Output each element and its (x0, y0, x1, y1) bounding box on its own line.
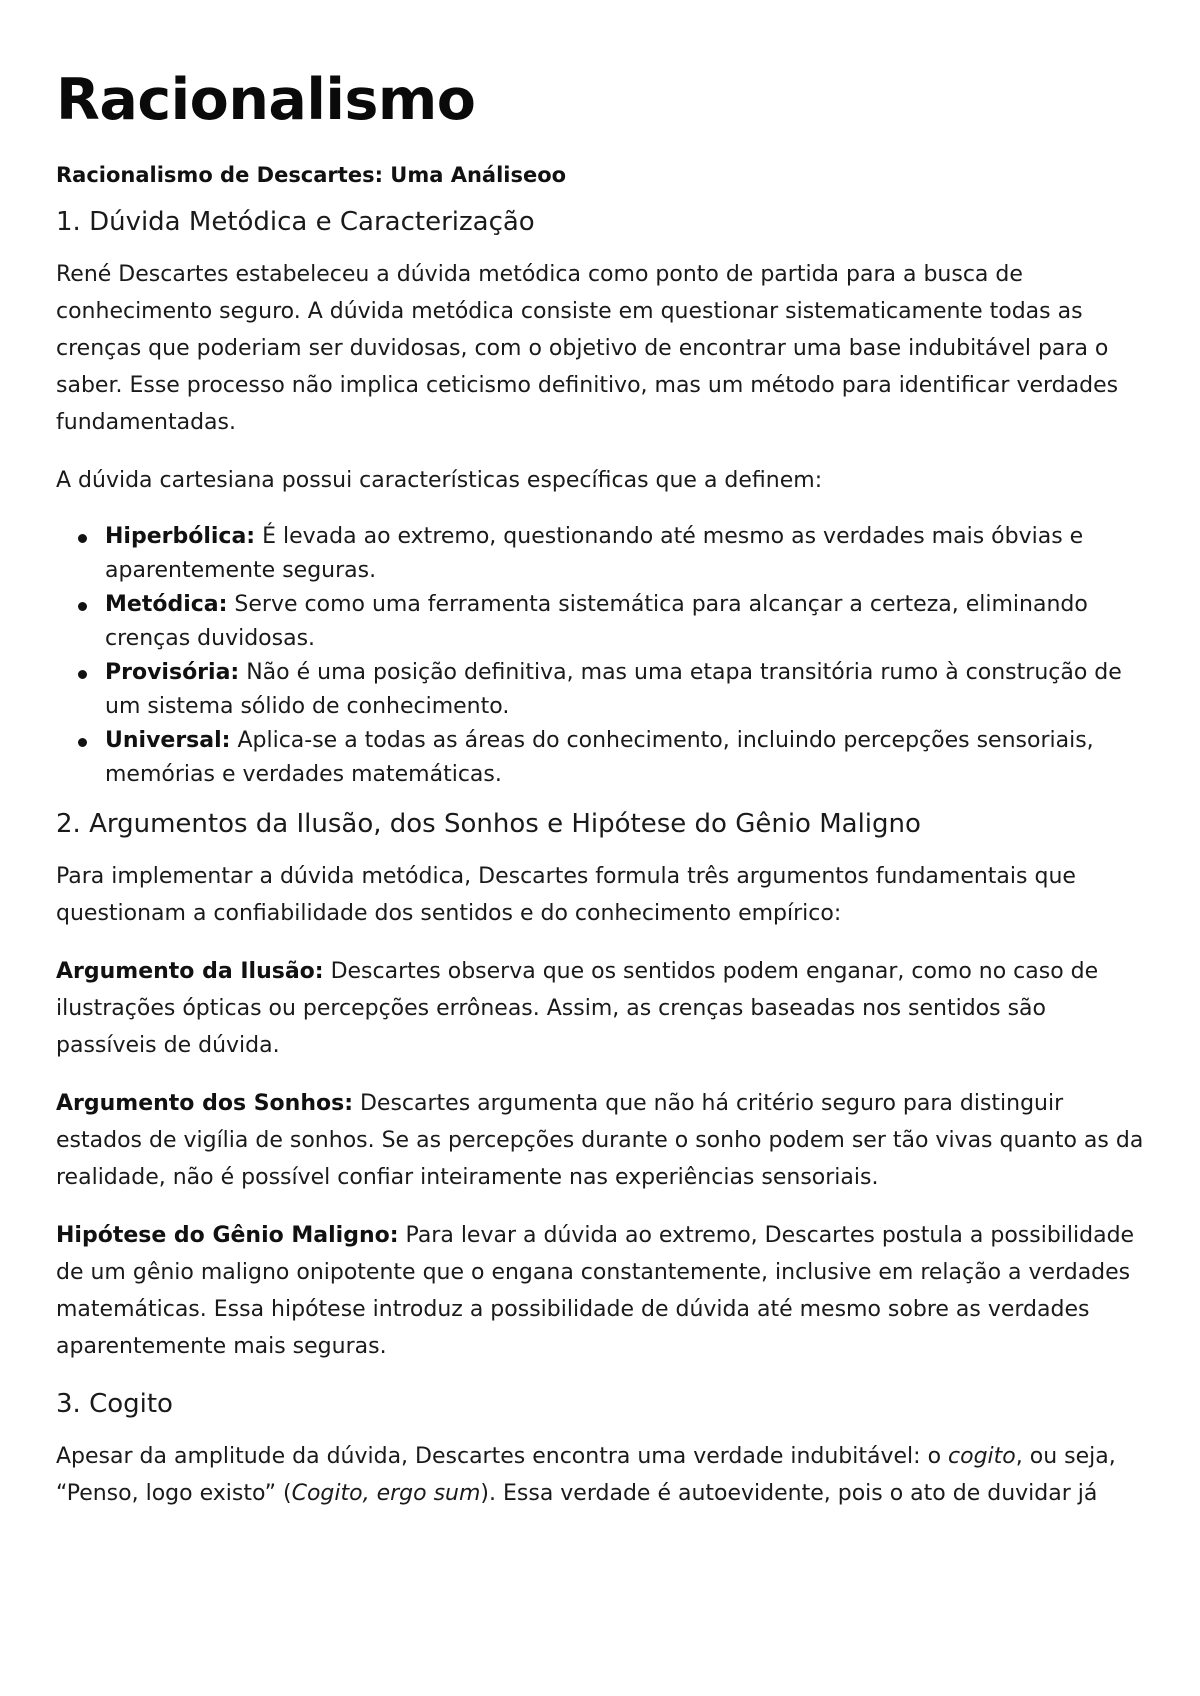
list-item-hiperbolica (56, 520, 1144, 588)
list-item-universal (56, 724, 1144, 792)
bullet-icon (78, 602, 87, 611)
argument-term: Hipótese do Gênio Maligno: (56, 1223, 399, 1248)
section-1-paragraph-1: René Descartes estabeleceu a dúvida metódica como ponto de partida para a busca de conhecimento seguro. A dúvida metódica consiste em questionar sistematicamente todas as crenças que poderiam ser duvidosas, com o objetivo de encontrar uma base indubitável para o saber. Esse processo não implica ceticismo definitivo, mas um método para identificar verdades fundamentadas. (56, 262, 1119, 435)
bullet-icon (78, 738, 87, 747)
cogito-text-b: , ou seja, “Penso, logo existo” ( (56, 1444, 1116, 1506)
argument-text: Para levar a dúvida ao extremo, Descartes postula a possibilidade de um gênio maligno onipotente que o engana constantemente, inclusive em relação a verdades matemáticas. Essa hipótese introduz a possibilidade de dúvida até mesmo sobre as verdades aparentemente mais seguras. (56, 1223, 1135, 1359)
document-subtitle: Racionalismo de Descartes: Uma Análiseoo (56, 163, 567, 187)
cogito-text-a: Apesar da amplitude da dúvida, Descartes encontra uma verdade indubitável: o (56, 1444, 949, 1469)
argument-term: Argumento dos Sonhos: (56, 1091, 353, 1116)
list-item-term: Universal: (105, 728, 231, 753)
cogito-text-c: ). Essa verdade é autoevidente, pois o ato de duvidar já (480, 1481, 1098, 1506)
argument-term: Argumento da Ilusão: (56, 959, 324, 984)
cogito-italic-a: cogito (948, 1444, 1016, 1469)
argument-ilusao (56, 953, 1144, 1064)
section-3-paragraph (56, 1438, 1144, 1512)
list-item-term: Hiperbólica: (105, 524, 256, 549)
list-item-text: Não é uma posição definitiva, mas uma etapa transitória rumo à construção de um sistema sólido de conhecimento. (105, 660, 1122, 719)
characteristics-list (56, 520, 1144, 792)
list-item-provisoria (56, 656, 1144, 724)
bullet-icon (78, 534, 87, 543)
page-title: Racionalismo (56, 67, 476, 133)
list-item-text: Aplica-se a todas as áreas do conhecimento, incluindo percepções sensoriais, memórias e verdades matemáticas. (105, 728, 1094, 787)
argument-sonhos (56, 1085, 1144, 1196)
list-item-term: Provisória: (105, 660, 240, 685)
argument-text: Descartes argumenta que não há critério seguro para distinguir estados de vigília de sonhos. Se as percepções durante o sonho podem ser tão vivas quanto as da realidade, não é possível confiar inteiramente nas experiências sensoriais. (56, 1091, 1144, 1190)
list-item-term: Metódica: (105, 592, 228, 617)
section-3-heading: 3. Cogito (56, 1389, 173, 1419)
section-1-paragraph-2: A dúvida cartesiana possui características específicas que a definem: (56, 468, 823, 493)
cogito-italic-b: Cogito, ergo sum (291, 1481, 481, 1506)
section-2-intro: Para implementar a dúvida metódica, Descartes formula três argumentos fundamentais que questionam a confiabilidade dos sentidos e do conhecimento empírico: (56, 864, 1076, 926)
argument-text: Descartes observa que os sentidos podem enganar, como no caso de ilustrações ópticas ou percepções errôneas. Assim, as crenças baseadas nos sentidos são passíveis de dúvida. (56, 959, 1099, 1058)
list-item-metodica (56, 588, 1144, 656)
bullet-icon (78, 670, 87, 679)
list-item-text: É levada ao extremo, questionando até mesmo as verdades mais óbvias e aparentemente seguras. (105, 524, 1084, 583)
list-item-text: Serve como uma ferramenta sistemática para alcançar a certeza, eliminando crenças duvidosas. (105, 592, 1088, 651)
hipotese-genio-maligno (56, 1217, 1144, 1365)
section-1-heading: 1. Dúvida Metódica e Caracterização (56, 207, 535, 237)
section-2-heading: 2. Argumentos da Ilusão, dos Sonhos e Hipótese do Gênio Maligno (56, 809, 921, 839)
